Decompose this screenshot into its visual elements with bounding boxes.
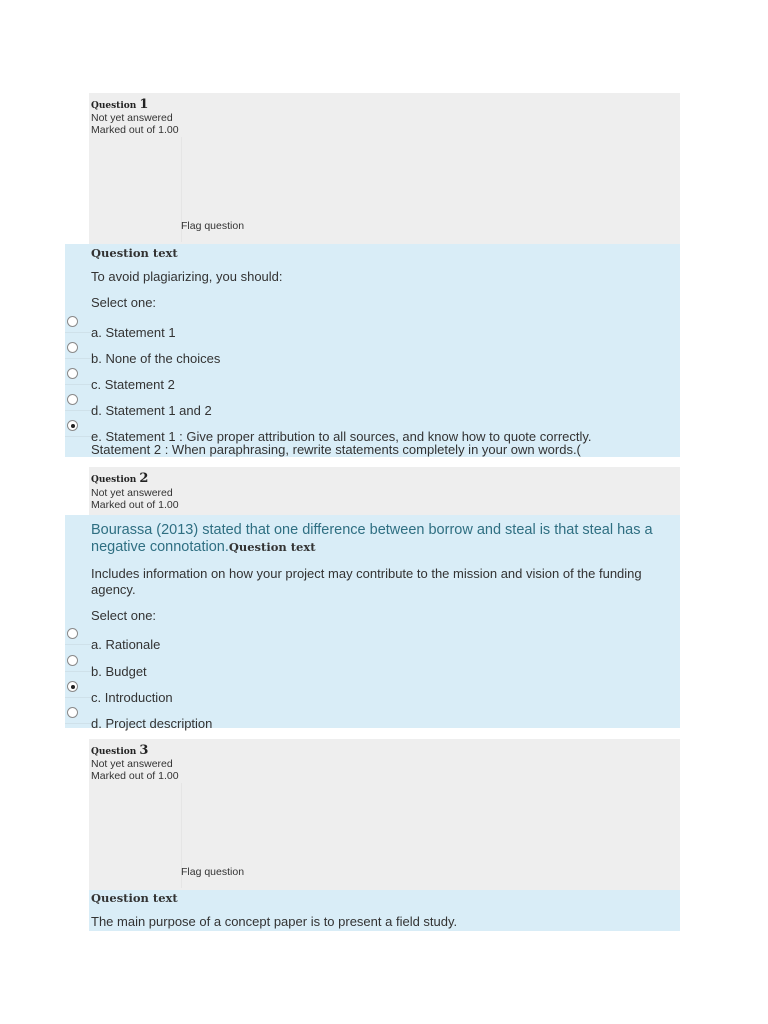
question-1-formulation xyxy=(65,244,680,457)
question-3-state: Not yet answered xyxy=(91,758,173,770)
option-divider xyxy=(65,671,91,672)
radio-button[interactable] xyxy=(67,655,78,666)
question-1-number: Question 1 xyxy=(91,97,149,112)
question-3-text: The main purpose of a concept paper is to present a field study. xyxy=(91,914,458,929)
question-2-text: Includes information on how your project may contribute to the mission and vision of the funding agency. xyxy=(91,566,642,597)
question-2-formulation xyxy=(65,515,680,731)
option-divider xyxy=(65,332,91,333)
question-2-text-heading: Question text xyxy=(228,540,316,554)
question-2-select-prompt: Select one: xyxy=(91,608,157,623)
option-label[interactable]: b. Budget xyxy=(91,664,147,679)
question-1-option-a[interactable] xyxy=(65,316,680,340)
radio-button[interactable] xyxy=(67,707,78,718)
radio-button[interactable] xyxy=(67,368,78,379)
option-label[interactable]: a. Statement 1 xyxy=(91,325,176,340)
question-2-number: Question 2 xyxy=(91,471,149,486)
question-1-text: To avoid plagiarizing, you should: xyxy=(91,269,283,284)
question-2-grade: Marked out of 1.00 xyxy=(91,499,179,511)
option-label[interactable]: e. Statement 1 : Give proper attribution to all sources, and know how to quote correctly. xyxy=(91,429,592,444)
radio-button[interactable] xyxy=(67,342,78,353)
question-2-option-d[interactable] xyxy=(65,707,680,731)
question-3-text-heading: Question text xyxy=(91,891,178,905)
question-1-option-b[interactable] xyxy=(65,342,680,366)
option-label[interactable]: c. Introduction xyxy=(91,690,173,705)
question-2-note-text: Bourassa (2013) stated that one difference between borrow and steal is that steal has a negative connotation. xyxy=(91,522,653,555)
radio-button[interactable] xyxy=(67,628,78,639)
question-2-option-a[interactable] xyxy=(65,628,680,652)
question-1-option-e[interactable] xyxy=(65,420,680,457)
option-label-line-2[interactable]: Statement 2 : When paraphrasing, rewrite statements completely in your own words.( xyxy=(91,442,581,457)
question-1-text-heading: Question text xyxy=(91,246,178,260)
question-1-grade: Marked out of 1.00 xyxy=(91,124,179,136)
option-divider xyxy=(65,410,91,411)
question-1-option-c[interactable] xyxy=(65,368,680,392)
question-1-info xyxy=(89,93,680,244)
option-divider xyxy=(65,384,91,385)
option-label[interactable]: a. Rationale xyxy=(91,637,161,652)
question-3-flag-link[interactable]: Flag question xyxy=(181,866,245,878)
option-label[interactable]: d. Project description xyxy=(91,716,213,731)
option-label[interactable]: c. Statement 2 xyxy=(91,377,175,392)
question-2-option-c[interactable] xyxy=(65,681,680,705)
radio-button-selected[interactable] xyxy=(67,420,78,431)
question-1-select-prompt: Select one: xyxy=(91,295,157,310)
question-2-note xyxy=(91,522,661,556)
option-label[interactable]: b. None of the choices xyxy=(91,351,221,366)
radio-button[interactable] xyxy=(67,316,78,327)
question-1-option-d[interactable] xyxy=(65,394,680,418)
question-2-state: Not yet answered xyxy=(91,487,173,499)
question-3-number: Question 3 xyxy=(91,743,149,758)
question-3-info xyxy=(89,739,680,890)
question-3-grade: Marked out of 1.00 xyxy=(91,770,179,782)
radio-button-selected[interactable] xyxy=(67,681,78,692)
question-3-formulation xyxy=(89,890,680,931)
option-divider xyxy=(65,723,91,724)
option-divider xyxy=(65,436,91,437)
question-1-state: Not yet answered xyxy=(91,112,173,124)
option-divider xyxy=(65,697,91,698)
question-1-flag-link[interactable]: Flag question xyxy=(181,220,245,232)
question-2-info xyxy=(89,467,680,515)
question-2-option-b[interactable] xyxy=(65,655,680,679)
option-divider xyxy=(65,644,91,645)
option-label[interactable]: d. Statement 1 and 2 xyxy=(91,403,212,418)
radio-button[interactable] xyxy=(67,394,78,405)
option-divider xyxy=(65,358,91,359)
